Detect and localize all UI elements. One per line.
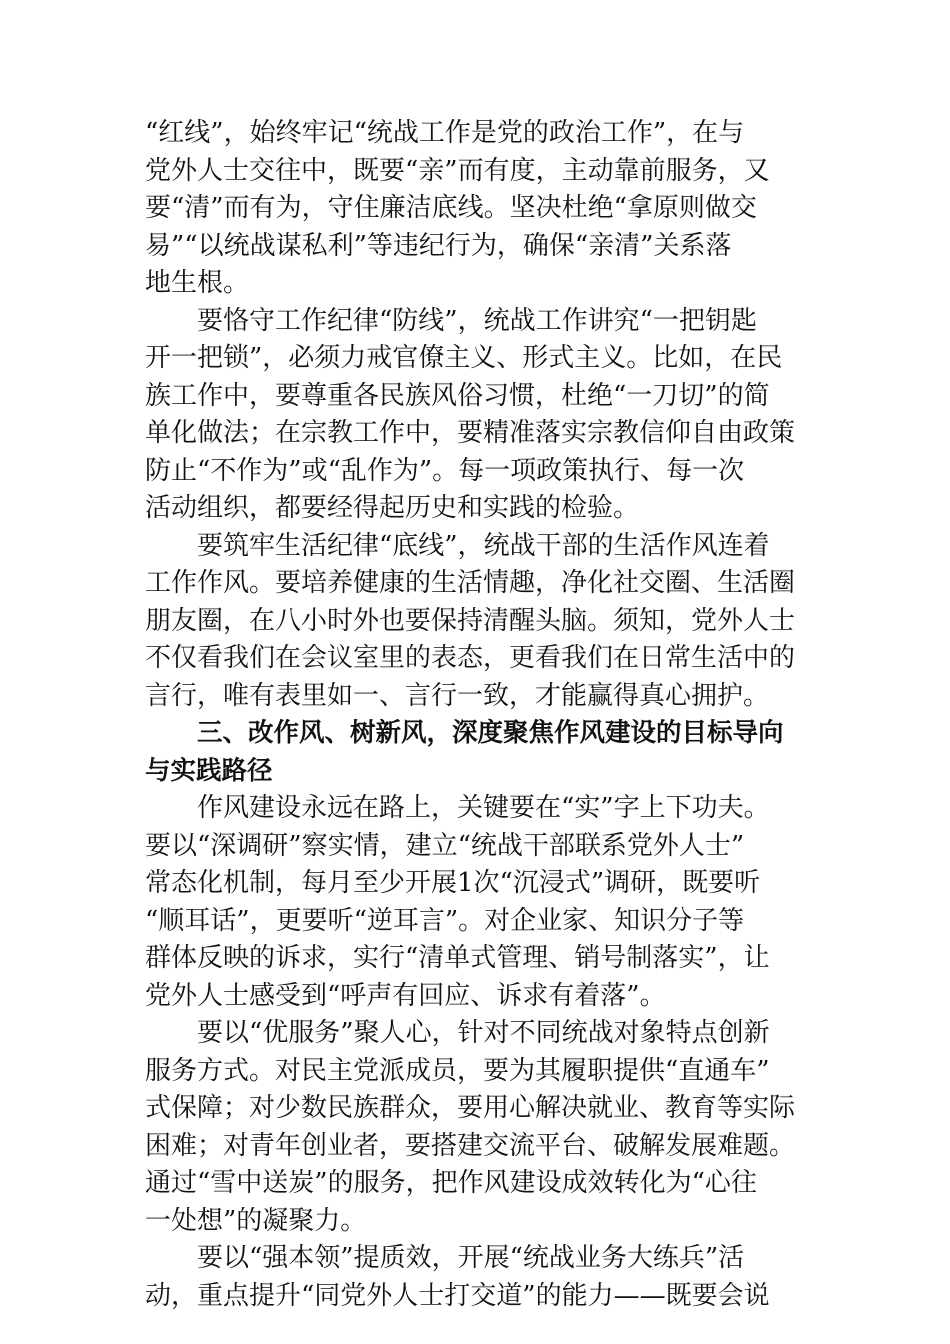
text-line: 活动组织，都要经得起历史和实践的检验。: [145, 493, 640, 523]
body-paragraph: [145, 790, 807, 1015]
body-paragraph: [145, 115, 807, 303]
text-line: 单化做法；在宗教工作中，要精准落实宗教信仰自由政策: [145, 418, 796, 448]
body-paragraph: [145, 303, 807, 528]
text-line: 要“清”而有为，守住廉洁底线。坚决杜绝“拿原则做交: [145, 193, 757, 223]
text-line: “顺耳话”，更要听“逆耳言”。对企业家、知识分子等: [145, 905, 745, 936]
text-line: 要以“优服务”聚人心，针对不同统战对象特点创新: [197, 1018, 770, 1048]
text-line: “红线”，始终牢记“统战工作是党的政治工作”，在与: [145, 118, 745, 148]
document-page: [145, 115, 807, 1315]
text-line: 工作作风。要培养健康的生活情趣，净化社交圈、生活圈: [145, 568, 796, 598]
text-line: 族工作中，要尊重各民族风俗习惯，杜绝“一刀切”的简: [145, 380, 770, 411]
text-line: 言行，唯有表里如一、言行一致，才能赢得真心拥护。: [145, 680, 770, 711]
text-line: 困难；对青年创业者，要搭建交流平台、破解发展难题。: [145, 1130, 796, 1161]
text-line: 服务方式。对民主党派成员，要为其履职提供“直通车”: [145, 1055, 770, 1086]
body-paragraph: [145, 1240, 807, 1315]
text-line: 通过“雪中送炭”的服务，把作风建设成效转化为“心往: [145, 1168, 757, 1198]
text-line: 党外人士感受到“呼声有回应、诉求有着落”。: [145, 980, 666, 1011]
text-line: 要恪守工作纪律“防线”，统战工作讲究“一把钥匙: [197, 305, 757, 336]
text-line: 作风建设永远在路上，关键要在“实”字上下功夫。: [197, 793, 770, 823]
text-line: 要以“深调研”察实情，建立“统战干部联系党外人士”: [145, 830, 745, 861]
text-line: 三、改作风、树新风，深度聚焦作风建设的目标导向: [197, 718, 784, 748]
text-line: 群体反映的诉求，实行“清单式管理、销号制落实”，让: [145, 943, 770, 973]
text-line: 一处想”的凝聚力。: [145, 1205, 367, 1236]
body-paragraph: [145, 1015, 807, 1240]
text-line: 要筑牢生活纪律“底线”，统战干部的生活作风连着: [197, 530, 770, 561]
text-line: 式保障；对少数民族群众，要用心解决就业、教育等实际: [145, 1093, 796, 1123]
text-line: 动，重点提升“同党外人士打交道”的能力——既要会说: [145, 1280, 770, 1311]
text-line: 与实践路径: [145, 755, 273, 786]
text-line: 易”“以统战谋私利”等违纪行为，确保“亲清”关系落: [145, 230, 732, 261]
section-heading: [145, 715, 807, 790]
text-line: 开一把锁”，必须力戒官僚主义、形式主义。比如，在民: [145, 343, 783, 373]
text-line: 不仅看我们在会议室里的表态，更看我们在日常生活中的: [145, 643, 796, 673]
text-line: 朋友圈，在八小时外也要保持清醒头脑。须知，党外人士: [145, 605, 796, 636]
body-paragraph: [145, 528, 807, 716]
text-line: 防止“不作为”或“乱作为”。每一项政策执行、每一次: [145, 455, 745, 486]
text-line: 地生根。: [145, 268, 250, 298]
text-line: 党外人士交往中，既要“亲”而有度，主动靠前服务，又: [145, 155, 770, 186]
text-line: 常态化机制，每月至少开展1次“沉浸式”调研，既要听: [145, 868, 761, 898]
text-line: 要以“强本领”提质效，开展“统战业务大练兵”活: [197, 1243, 745, 1273]
